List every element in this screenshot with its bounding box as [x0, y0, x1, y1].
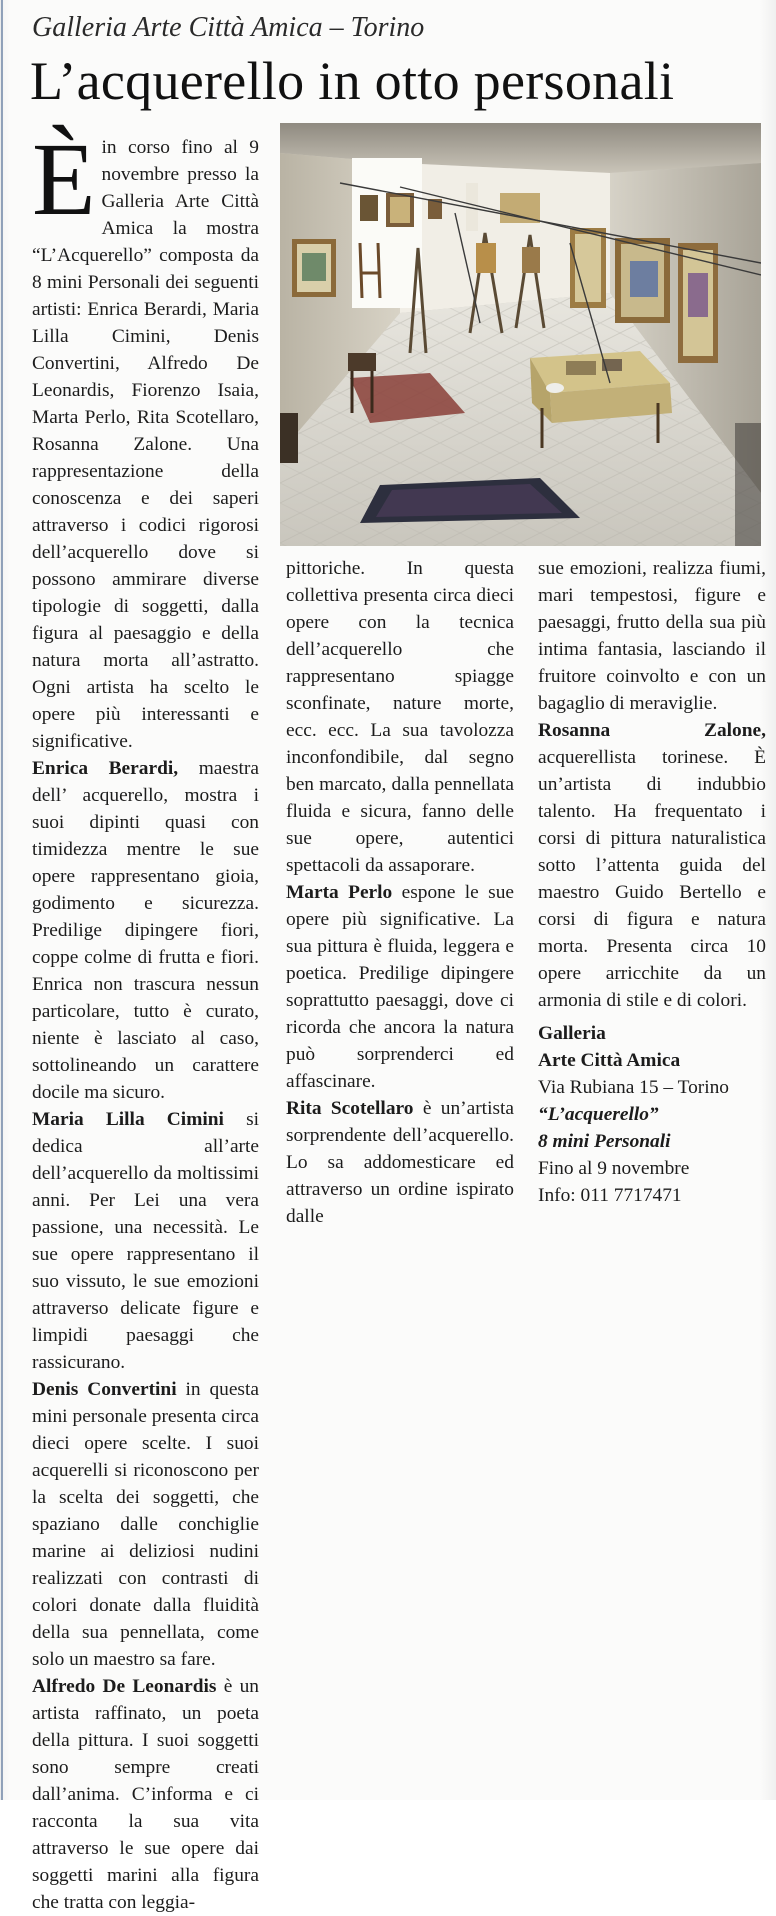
artist-name: Alfredo De Leonardis [32, 1676, 217, 1697]
article-headline: L’acquerello in otto personali [30, 51, 675, 111]
artist-paragraph-perlo [286, 879, 514, 1095]
gallery-interior-photo [280, 123, 761, 546]
artist-paragraph-cimini [32, 1106, 259, 1376]
intro-paragraph: in corso fino al 9 novembre presso la Galleria Arte Città Amica la mostra “L’Acquerello” composta da 8 mini Personali dei seguenti artisti: Enrica Berardi, Maria Lilla Cimini, Denis Convertini, Alfredo De Leonardis, Fiorenzo Isaia, Marta Perlo, Rita Scotellaro, Rosanna Zalone. Una rappresentazione della conoscenza e dei saperi attraverso i codici rigorosi dell’acquerello dove si possono ammirare diverse tipologie di soggetti, dalla figura al paesaggio e della natura morta all’astratto. Ogni artista ha scelto le opere più interessanti e significative. [32, 137, 259, 752]
info-address: Via Rubiana 15 – Torino [538, 1077, 729, 1098]
artist-name: Enrica Berardi, [32, 758, 179, 779]
artist-paragraph-convertini [32, 1376, 259, 1673]
artist-text: acquerellista torinese. È un’artista di indubbio talento. Ha frequentato i corsi di pittura naturalistica sotto l’attenta guida del maestro Guido Bertello e corsi di figura e natura morta. Presenta circa 10 opere arricchite da un armonia di stile e di colori. [538, 747, 766, 1011]
artist-text: si dedica all’arte dell’acquerello da moltissimi anni. Per Lei una vera passione, una necessità. Le sue opere rappresentano il suo vissuto, le sue emozioni attraverso delicate figure e limpidi paesaggi che rassicurano. [32, 1109, 259, 1373]
info-gallery-label: Galleria [538, 1023, 606, 1044]
drop-cap: È [32, 122, 96, 237]
article-kicker: Galleria Arte Città Amica – Torino [32, 12, 425, 43]
artist-name: Marta Perlo [286, 882, 393, 903]
info-show-subtitle: 8 mini Personali [538, 1131, 671, 1152]
info-gallery-name: Arte Città Amica [538, 1050, 681, 1071]
artist-text: in questa mini personale presenta circa dieci opere scelte. I suoi acquerelli si riconoscono per la scelta dei soggetti, che spaziano dalle conchiglie marine ai deliziosi nudini realizzati con contrasti di colori donate dalla fluidità della sua pennellata, come solo un maestro sa fare. [32, 1379, 259, 1670]
artist-paragraph-berardi [32, 755, 259, 1106]
info-dates: Fino al 9 novembre [538, 1158, 690, 1179]
artist-name: Rosanna Zalone, [538, 720, 766, 741]
article-column-3 [538, 555, 766, 1209]
article-column-1 [32, 122, 259, 1916]
artist-paragraph-deleonardis [32, 1673, 259, 1916]
info-phone: Info: 011 7717471 [538, 1185, 682, 1206]
continued-paragraph: sue emozioni, realizza fiumi, mari tempestosi, figure e paesaggi, frutto della sua più intima fantasia, lasciando il fruitore coinvolto e con un bagaglio di meraviglie. [538, 558, 766, 714]
artist-name: Rita Scotellaro [286, 1098, 414, 1119]
artist-text: espone le sue opere più significative. La sua pittura è fluida, leggera e poetica. Predilige dipingere soprattutto paesaggi, dove ci ricorda che ancora la natura può sorprenderci ed affascinare. [286, 882, 514, 1092]
artist-text: maestra dell’ acquerello, mostra i suoi dipinti quasi con timidezza mentre le sue opere rappresentano gioia, godimento e sicurezza. Predilige dipingere fiori, coppe colme di frutta e fiori. Enrica non trascura nessun particolare, tutto è curato, niente è lasciato al caso, sottolineando un carattere docile ma sicuro. [32, 758, 259, 1103]
artist-text: è un artista raffinato, un poeta della pittura. I suoi soggetti sono sempre creati dall’anima. C’informa e ci racconta la sua vita attraverso le sue opere dai soggetti marini alla figura che tratta con leggia- [32, 1676, 259, 1913]
artist-paragraph-scotellaro [286, 1095, 514, 1230]
exhibition-info-box [538, 1020, 766, 1209]
continued-paragraph: pittoriche. In questa collettiva presenta circa dieci opere con la tecnica dell’acquerello che rappresentano spiagge sconfinate, nature morte, ecc. ecc. La sua tavolozza inconfondibile, dal segno ben marcato, dalla pennellata fluida e sicura, fanno delle sue opere, autentici spettacoli da assaporare. [286, 558, 514, 876]
artist-paragraph-zalone [538, 717, 766, 1014]
artist-name: Denis Convertini [32, 1379, 177, 1400]
article-column-2 [286, 555, 514, 1230]
info-show-title: “L’acquerello” [538, 1104, 659, 1125]
artist-text: è un’artista sorprendente dell’acquerello. Lo sa addomesticare ed attraverso un ordine ispirato dalle [286, 1098, 514, 1227]
page-edge-rule [1, 0, 3, 1800]
gallery-photo-drawing [280, 123, 761, 546]
artist-name: Maria Lilla Cimini [32, 1109, 224, 1130]
